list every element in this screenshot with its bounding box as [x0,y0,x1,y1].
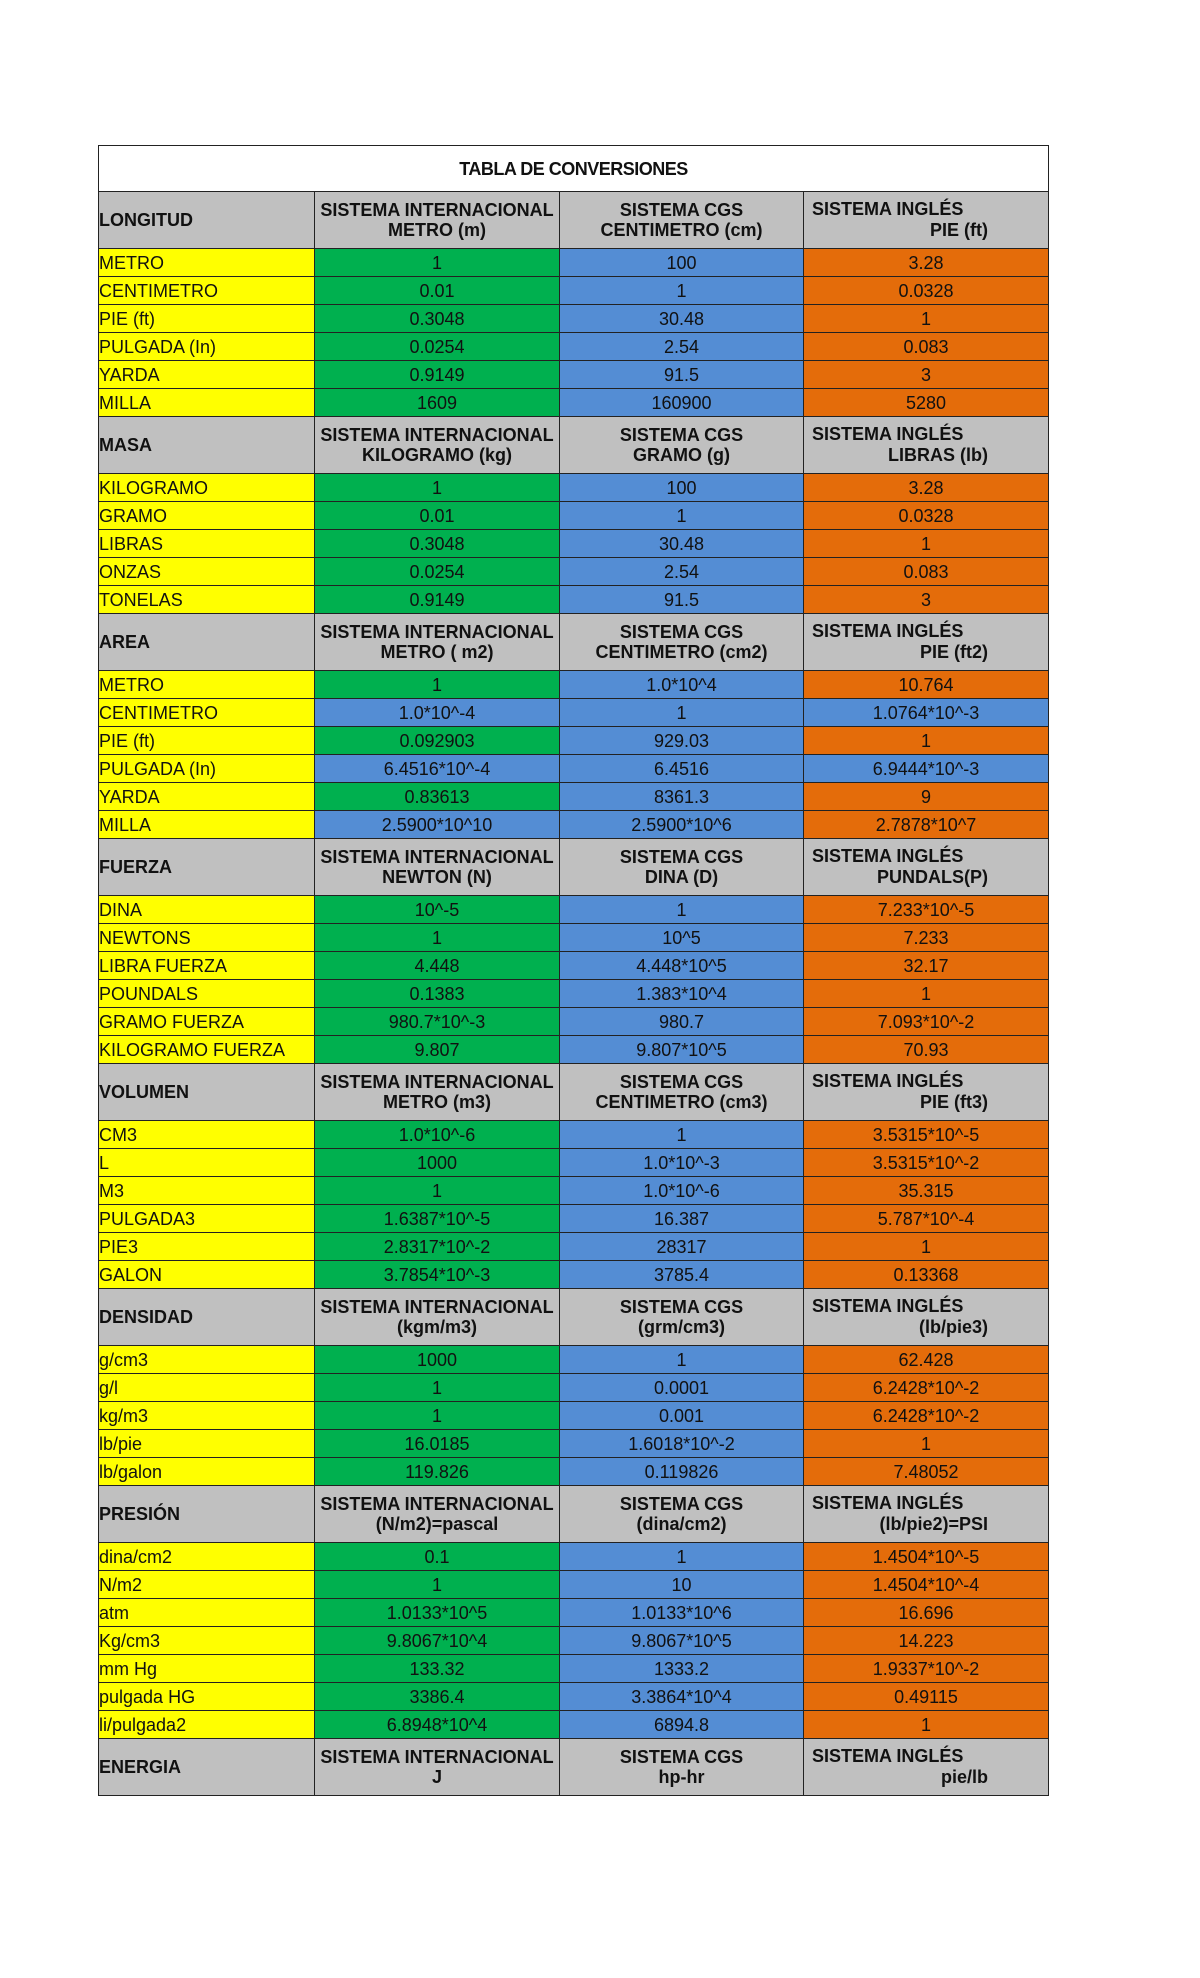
english-value: 32.17 [804,952,1049,980]
unit-label: GALON [99,1261,315,1289]
si-value: 0.9149 [315,361,560,389]
unit-label: PULGADA (In) [99,755,315,783]
cgs-value: 9.807*10^5 [560,1036,804,1064]
section-header-row [99,839,1049,896]
si-value: 2.5900*10^10 [315,811,560,839]
system-unit: PIE (ft) [930,220,989,240]
cgs-value: 1.6018*10^-2 [560,1430,804,1458]
unit-label: KILOGRAMO [99,474,315,502]
unit-label: KILOGRAMO FUERZA [99,1036,315,1064]
si-value: 0.0254 [315,558,560,586]
si-value: 1 [315,1177,560,1205]
cgs-value: 929.03 [560,727,804,755]
system-unit: DINA (D) [644,867,719,887]
unit-label: lb/pie [99,1430,315,1458]
si-value: 3386.4 [315,1683,560,1711]
system-unit: (kgm/m3) [396,1317,477,1337]
unit-label: g/l [99,1374,315,1402]
english-value: 35.315 [804,1177,1049,1205]
english-system-header [804,417,1049,474]
english-value: 3.28 [804,474,1049,502]
cgs-value: 8361.3 [560,783,804,811]
english-value: 7.093*10^-2 [804,1008,1049,1036]
unit-label: g/cm3 [99,1346,315,1374]
english-value: 1 [804,1233,1049,1261]
unit-label: PULGADA3 [99,1205,315,1233]
english-value: 6.2428*10^-2 [804,1402,1049,1430]
conversion-table-body [99,146,1049,1796]
table-row [99,389,1049,417]
system-name: SISTEMA INTERNACIONAL [320,622,554,642]
system-name: SISTEMA INTERNACIONAL [320,200,554,220]
cgs-value: 2.54 [560,333,804,361]
english-value: 1.9337*10^-2 [804,1655,1049,1683]
table-row [99,361,1049,389]
unit-label: GRAMO FUERZA [99,1008,315,1036]
cgs-value: 1 [560,1346,804,1374]
unit-label: L [99,1149,315,1177]
cgs-value: 1 [560,502,804,530]
english-value: 1 [804,980,1049,1008]
english-value: 5.787*10^-4 [804,1205,1049,1233]
system-unit: LIBRAS (lb) [888,445,989,465]
cgs-value: 4.448*10^5 [560,952,804,980]
system-name: SISTEMA INTERNACIONAL [320,1072,554,1092]
english-value: 1 [804,1430,1049,1458]
table-row [99,1430,1049,1458]
section-header-row [99,1486,1049,1543]
unit-label: CM3 [99,1121,315,1149]
si-value: 9.8067*10^4 [315,1627,560,1655]
si-value: 1000 [315,1346,560,1374]
system-unit: KILOGRAMO (kg) [362,445,512,465]
unit-label: PIE (ft) [99,305,315,333]
cgs-value: 0.119826 [560,1458,804,1486]
conversion-table [98,145,1049,1796]
table-row [99,1655,1049,1683]
english-value: 10.764 [804,671,1049,699]
english-value: 7.233 [804,924,1049,952]
unit-label: METRO [99,671,315,699]
table-row [99,1571,1049,1599]
system-unit: hp-hr [658,1767,705,1787]
si-value: 0.1383 [315,980,560,1008]
cgs-value: 1 [560,699,804,727]
section-header-row [99,1289,1049,1346]
cgs-value: 28317 [560,1233,804,1261]
si-value: 0.3048 [315,305,560,333]
table-row [99,1599,1049,1627]
cgs-value: 91.5 [560,361,804,389]
section-header-row [99,192,1049,249]
system-name: SISTEMA INGLÉS [812,199,964,219]
unit-label: PIE (ft) [99,727,315,755]
english-value: 9 [804,783,1049,811]
unit-label: atm [99,1599,315,1627]
system-unit: PIE (ft2) [920,642,989,662]
table-row [99,924,1049,952]
system-unit: METRO ( m2) [380,642,494,662]
si-value: 6.4516*10^-4 [315,755,560,783]
english-value: 7.48052 [804,1458,1049,1486]
unit-label: Kg/cm3 [99,1627,315,1655]
system-name: SISTEMA INTERNACIONAL [320,1297,554,1317]
si-value: 119.826 [315,1458,560,1486]
unit-label: M3 [99,1177,315,1205]
cgs-value: 91.5 [560,586,804,614]
si-value: 0.0254 [315,333,560,361]
si-value: 0.1 [315,1543,560,1571]
section-title: ENERGIA [99,1739,315,1796]
table-row [99,1374,1049,1402]
system-unit: METRO (m) [388,220,486,240]
unit-label: kg/m3 [99,1402,315,1430]
table-row [99,586,1049,614]
table-row [99,277,1049,305]
english-value: 70.93 [804,1036,1049,1064]
si-value: 4.448 [315,952,560,980]
si-value: 0.83613 [315,783,560,811]
unit-label: mm Hg [99,1655,315,1683]
cgs-value: 1.0*10^-6 [560,1177,804,1205]
si-value: 1.0133*10^5 [315,1599,560,1627]
unit-label: LIBRA FUERZA [99,952,315,980]
cgs-system-header [560,1486,804,1543]
unit-label: ONZAS [99,558,315,586]
table-row [99,1458,1049,1486]
si-value: 9.807 [315,1036,560,1064]
table-row [99,1346,1049,1374]
table-row [99,1711,1049,1739]
english-value: 0.083 [804,333,1049,361]
table-row [99,811,1049,839]
title-row [99,146,1049,192]
english-system-header [804,1739,1049,1796]
cgs-system-header [560,614,804,671]
system-name: SISTEMA CGS [619,847,744,867]
section-title: PRESIÓN [99,1486,315,1543]
english-value: 1.0764*10^-3 [804,699,1049,727]
table-row [99,1036,1049,1064]
section-title: FUERZA [99,839,315,896]
unit-label: TONELAS [99,586,315,614]
si-value: 1 [315,249,560,277]
table-row [99,980,1049,1008]
english-value: 16.696 [804,1599,1049,1627]
table-row [99,333,1049,361]
si-value: 0.01 [315,502,560,530]
unit-label: YARDA [99,361,315,389]
table-row [99,1683,1049,1711]
english-value: 1 [804,727,1049,755]
cgs-value: 9.8067*10^5 [560,1627,804,1655]
unit-label: N/m2 [99,1571,315,1599]
cgs-system-header [560,1064,804,1121]
system-unit: PUNDALS(P) [877,867,989,887]
si-value: 0.9149 [315,586,560,614]
si-system-header [315,614,560,671]
table-row [99,1233,1049,1261]
system-unit: (lb/pie3) [919,1317,989,1337]
cgs-system-header [560,192,804,249]
cgs-value: 1 [560,277,804,305]
table-row [99,1008,1049,1036]
section-title: MASA [99,417,315,474]
system-unit: CENTIMETRO (cm2) [595,642,768,662]
table-row [99,502,1049,530]
cgs-value: 1 [560,1543,804,1571]
system-name: SISTEMA CGS [619,1494,744,1514]
system-name: SISTEMA INGLÉS [812,424,964,444]
si-system-header [315,839,560,896]
section-header-row [99,1739,1049,1796]
si-value: 1 [315,1374,560,1402]
cgs-value: 100 [560,474,804,502]
english-value: 3.5315*10^-5 [804,1121,1049,1149]
cgs-value: 10^5 [560,924,804,952]
system-unit: (grm/cm3) [637,1317,726,1337]
system-name: SISTEMA INGLÉS [812,1071,964,1091]
cgs-value: 1.0*10^-3 [560,1149,804,1177]
section-title: DENSIDAD [99,1289,315,1346]
english-system-header [804,839,1049,896]
cgs-value: 100 [560,249,804,277]
table-row [99,1261,1049,1289]
unit-label: LIBRAS [99,530,315,558]
si-value: 1 [315,1402,560,1430]
english-value: 7.233*10^-5 [804,896,1049,924]
english-system-header [804,192,1049,249]
english-value: 0.13368 [804,1261,1049,1289]
system-unit: (dina/cm2) [636,1514,727,1534]
si-system-header [315,192,560,249]
si-value: 1.0*10^-6 [315,1121,560,1149]
unit-label: DINA [99,896,315,924]
section-header-row [99,614,1049,671]
table-row [99,952,1049,980]
system-name: SISTEMA CGS [619,200,744,220]
cgs-value: 3.3864*10^4 [560,1683,804,1711]
si-system-header [315,1064,560,1121]
table-row [99,474,1049,502]
si-value: 1000 [315,1149,560,1177]
cgs-value: 16.387 [560,1205,804,1233]
system-name: SISTEMA CGS [619,622,744,642]
english-value: 1 [804,305,1049,333]
system-name: SISTEMA INGLÉS [812,846,964,866]
english-value: 0.0328 [804,502,1049,530]
unit-label: CENTIMETRO [99,277,315,305]
table-row [99,1177,1049,1205]
system-name: SISTEMA INGLÉS [812,621,964,641]
english-value: 2.7878*10^7 [804,811,1049,839]
section-title: VOLUMEN [99,1064,315,1121]
unit-label: PULGADA (In) [99,333,315,361]
system-name: SISTEMA CGS [619,425,744,445]
system-unit: CENTIMETRO (cm) [600,220,763,240]
si-value: 0.3048 [315,530,560,558]
system-unit: pie/lb [941,1767,989,1787]
table-row [99,699,1049,727]
cgs-value: 1 [560,1121,804,1149]
si-value: 1 [315,924,560,952]
cgs-value: 980.7 [560,1008,804,1036]
system-unit: PIE (ft3) [920,1092,989,1112]
cgs-value: 160900 [560,389,804,417]
english-value: 0.083 [804,558,1049,586]
unit-label: li/pulgada2 [99,1711,315,1739]
cgs-value: 30.48 [560,305,804,333]
unit-label: MILLA [99,389,315,417]
english-value: 3.28 [804,249,1049,277]
system-unit: CENTIMETRO (cm3) [595,1092,768,1112]
english-value: 1.4504*10^-4 [804,1571,1049,1599]
unit-label: lb/galon [99,1458,315,1486]
si-value: 133.32 [315,1655,560,1683]
unit-label: NEWTONS [99,924,315,952]
section-title: AREA [99,614,315,671]
si-value: 0.01 [315,277,560,305]
cgs-value: 2.54 [560,558,804,586]
unit-label: dina/cm2 [99,1543,315,1571]
english-value: 0.0328 [804,277,1049,305]
english-value: 1.4504*10^-5 [804,1543,1049,1571]
system-name: SISTEMA INGLÉS [812,1493,964,1513]
si-value: 0.092903 [315,727,560,755]
unit-label: MILLA [99,811,315,839]
english-value: 62.428 [804,1346,1049,1374]
english-value: 1 [804,1711,1049,1739]
table-row [99,671,1049,699]
english-value: 6.9444*10^-3 [804,755,1049,783]
system-name: SISTEMA INTERNACIONAL [320,847,554,867]
system-unit: J [431,1767,442,1787]
unit-label: PIE3 [99,1233,315,1261]
cgs-value: 0.0001 [560,1374,804,1402]
section-header-row [99,417,1049,474]
system-unit: METRO (m3) [383,1092,491,1112]
cgs-value: 1 [560,896,804,924]
system-unit: (lb/pie2)=PSI [879,1514,989,1534]
unit-label: CENTIMETRO [99,699,315,727]
table-row [99,1402,1049,1430]
table-row [99,896,1049,924]
table-row [99,1121,1049,1149]
si-system-header [315,1486,560,1543]
system-name: SISTEMA INGLÉS [812,1296,964,1316]
system-name: SISTEMA INTERNACIONAL [320,1494,554,1514]
english-value: 5280 [804,389,1049,417]
unit-label: YARDA [99,783,315,811]
table-row [99,305,1049,333]
english-value: 3.5315*10^-2 [804,1149,1049,1177]
system-name: SISTEMA CGS [619,1747,744,1767]
si-value: 16.0185 [315,1430,560,1458]
si-system-header [315,1289,560,1346]
english-system-header [804,1289,1049,1346]
english-value: 14.223 [804,1627,1049,1655]
cgs-system-header [560,417,804,474]
table-row [99,755,1049,783]
cgs-system-header [560,1289,804,1346]
section-title: LONGITUD [99,192,315,249]
unit-label: METRO [99,249,315,277]
system-name: SISTEMA CGS [619,1072,744,1092]
english-value: 6.2428*10^-2 [804,1374,1049,1402]
cgs-value: 1.0*10^4 [560,671,804,699]
table-row [99,530,1049,558]
si-system-header [315,417,560,474]
system-unit: NEWTON (N) [382,867,492,887]
table-row [99,1543,1049,1571]
si-value: 1 [315,474,560,502]
si-value: 1.0*10^-4 [315,699,560,727]
system-name: SISTEMA INTERNACIONAL [320,425,554,445]
si-system-header [315,1739,560,1796]
english-value: 1 [804,530,1049,558]
unit-label: GRAMO [99,502,315,530]
si-value: 1 [315,671,560,699]
cgs-system-header [560,1739,804,1796]
cgs-value: 1.0133*10^6 [560,1599,804,1627]
cgs-value: 1.383*10^4 [560,980,804,1008]
table-row [99,1205,1049,1233]
cgs-value: 1333.2 [560,1655,804,1683]
si-value: 3.7854*10^-3 [315,1261,560,1289]
system-name: SISTEMA INTERNACIONAL [320,1747,554,1767]
cgs-system-header [560,839,804,896]
page-title: TABLA DE CONVERSIONES [99,146,1049,192]
table-row [99,783,1049,811]
english-value: 3 [804,586,1049,614]
si-value: 6.8948*10^4 [315,1711,560,1739]
table-row [99,558,1049,586]
english-system-header [804,1486,1049,1543]
system-unit: (N/m2)=pascal [375,1514,499,1534]
cgs-value: 0.001 [560,1402,804,1430]
si-value: 1 [315,1571,560,1599]
system-unit: GRAMO (g) [633,445,730,465]
table-row [99,249,1049,277]
cgs-value: 30.48 [560,530,804,558]
english-system-header [804,614,1049,671]
si-value: 980.7*10^-3 [315,1008,560,1036]
cgs-value: 6.4516 [560,755,804,783]
si-value: 2.8317*10^-2 [315,1233,560,1261]
system-name: SISTEMA INGLÉS [812,1746,964,1766]
cgs-value: 3785.4 [560,1261,804,1289]
unit-label: pulgada HG [99,1683,315,1711]
cgs-value: 6894.8 [560,1711,804,1739]
section-header-row [99,1064,1049,1121]
si-value: 1609 [315,389,560,417]
table-row [99,1627,1049,1655]
table-row [99,727,1049,755]
english-system-header [804,1064,1049,1121]
table-row [99,1149,1049,1177]
english-value: 3 [804,361,1049,389]
si-value: 10^-5 [315,896,560,924]
system-name: SISTEMA CGS [619,1297,744,1317]
si-value: 1.6387*10^-5 [315,1205,560,1233]
cgs-value: 2.5900*10^6 [560,811,804,839]
unit-label: POUNDALS [99,980,315,1008]
english-value: 0.49115 [804,1683,1049,1711]
cgs-value: 10 [560,1571,804,1599]
